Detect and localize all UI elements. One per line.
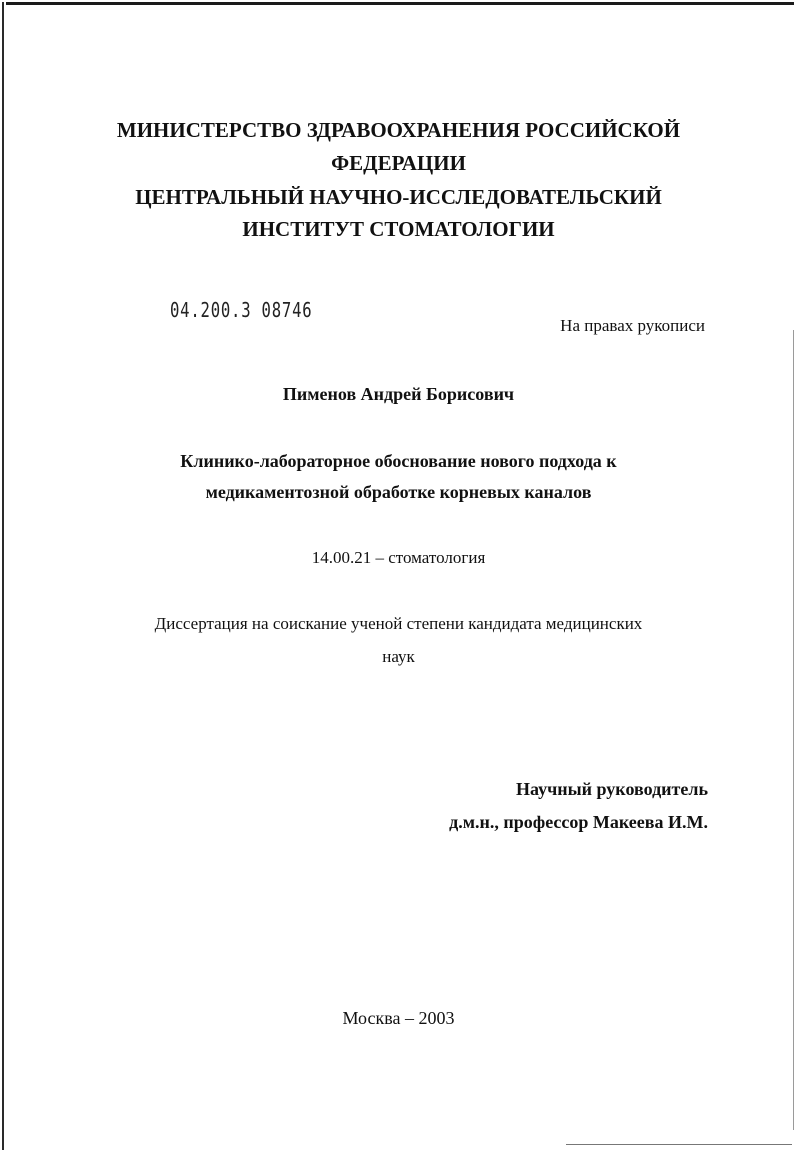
dissertation-title-line-1: Клинико-лабораторное обоснование нового подхода к	[180, 451, 617, 471]
supervisor-label: Научный руководитель	[516, 779, 708, 799]
degree-statement-line-2: наук	[382, 647, 415, 666]
ministry-name-line-2: ФЕДЕРАЦИИ	[331, 151, 466, 175]
manuscript-rights-note: На правах рукописи	[560, 316, 705, 335]
supervisor-name: д.м.н., профессор Макеева И.М.	[449, 812, 708, 832]
author-name: Пименов Андрей Борисович	[282, 384, 515, 404]
scan-edge-bottom	[566, 1144, 792, 1145]
degree-statement-line-1: Диссертация на соискание ученой степени кандидата медицинских	[154, 614, 643, 633]
institute-name-line-2: ИНСТИТУТ СТОМАТОЛОГИИ	[242, 217, 555, 241]
city-year: Москва – 2003	[342, 1008, 455, 1028]
specialty-code: 14.00.21 – стоматология	[311, 548, 486, 567]
institute-name-line-1: ЦЕНТРАЛЬНЫЙ НАУЧНО-ИССЛЕДОВАТЕЛЬСКИЙ	[135, 185, 662, 209]
scan-edge-top	[6, 2, 794, 5]
registration-number-stamp: 04.200.3 08746	[170, 298, 313, 322]
ministry-name-line-1: МИНИСТЕРСТВО ЗДРАВООХРАНЕНИЯ РОССИЙСКОЙ	[116, 118, 681, 142]
dissertation-title-line-2: медикаментозной обработке корневых каналов	[205, 482, 592, 502]
